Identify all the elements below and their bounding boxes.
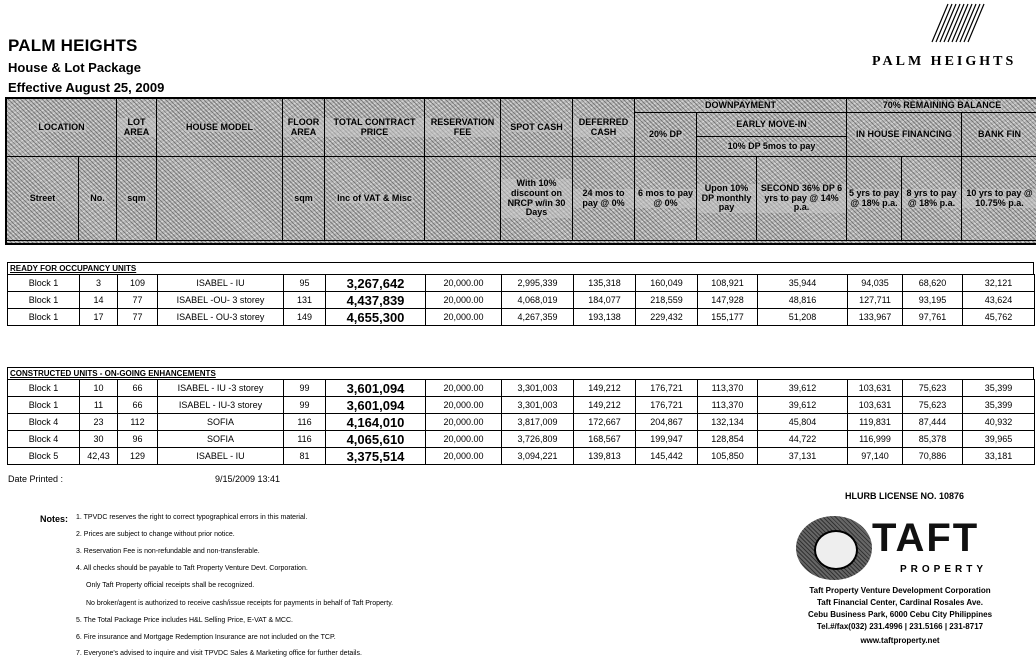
company-seal-icon [796, 516, 872, 580]
header-dp-20: 20% DP [635, 113, 697, 157]
cell-inhouse-5yr: 133,967 [848, 309, 903, 326]
cell-street: Block 1 [8, 275, 80, 292]
cell-deferred: 135,318 [574, 275, 636, 292]
cell-tcp: 3,267,642 [326, 275, 426, 292]
cell-inhouse-8yr: 93,195 [903, 292, 963, 309]
header-model-blank [157, 157, 283, 241]
cell-deferred: 149,212 [574, 397, 636, 414]
cell-early-upon: 147,928 [698, 292, 758, 309]
cell-street: Block 1 [8, 309, 80, 326]
cell-house-model: ISABEL - OU-3 storey [158, 309, 284, 326]
header-early-movein-sub: 10% DP 5mos to pay [697, 137, 847, 157]
cell-floor-area: 95 [284, 275, 326, 292]
header-reservation-blank [425, 157, 501, 241]
note-item: No broker/agent is authorized to receive cash/issue receipts for payments in behalf of Taft Property. [86, 600, 394, 607]
cell-bank-10yr: 35,399 [963, 397, 1035, 414]
note-item: 2. Prices are subject to change without prior notice. [76, 531, 235, 538]
cell-inhouse-8yr: 70,886 [903, 448, 963, 465]
cell-lot-area: 109 [118, 275, 158, 292]
cell-floor-area: 131 [284, 292, 326, 309]
cell-floor-area: 99 [284, 397, 326, 414]
cell-house-model: SOFIA [158, 414, 284, 431]
table-row [8, 292, 1035, 309]
cell-dp-20: 145,442 [636, 448, 698, 465]
cell-deferred: 172,667 [574, 414, 636, 431]
cell-house-model: ISABEL - IU-3 storey [158, 397, 284, 414]
header-location: LOCATION [7, 99, 117, 157]
cell-street: Block 1 [8, 292, 80, 309]
cell-inhouse-5yr: 94,035 [848, 275, 903, 292]
cell-bank-10yr: 45,762 [963, 309, 1035, 326]
cell-no: 14 [80, 292, 118, 309]
table-row [8, 448, 1035, 465]
note-item: Only Taft Property official receipts shall be recognized. [86, 582, 255, 589]
cell-early-second: 51,208 [758, 309, 848, 326]
cell-no: 11 [80, 397, 118, 414]
cell-lot-area: 77 [118, 292, 158, 309]
cell-inhouse-8yr: 75,623 [903, 380, 963, 397]
cell-early-second: 44,722 [758, 431, 848, 448]
cell-reservation: 20,000.00 [426, 448, 502, 465]
header-spot-cash: SPOT CASH [501, 99, 573, 157]
cell-dp-20: 160,049 [636, 275, 698, 292]
table-ready-units [7, 274, 1035, 326]
cell-early-second: 35,944 [758, 275, 848, 292]
cell-spot-cash: 3,726,809 [502, 431, 574, 448]
header-floor-area: FLOOR AREA [283, 99, 325, 157]
cell-early-second: 48,816 [758, 292, 848, 309]
cell-early-upon: 128,854 [698, 431, 758, 448]
cell-bank-10yr: 33,181 [963, 448, 1035, 465]
header-reservation: RESERVATION FEE [425, 99, 501, 157]
company-logo-sub: PROPERTY [900, 564, 988, 575]
cell-floor-area: 116 [284, 431, 326, 448]
cell-tcp: 3,375,514 [326, 448, 426, 465]
cell-inhouse-5yr: 97,140 [848, 448, 903, 465]
cell-dp-20: 229,432 [636, 309, 698, 326]
effective-date: Effective August 25, 2009 [8, 80, 165, 95]
header-lot-area: LOT AREA [117, 99, 157, 157]
cell-dp-20: 176,721 [636, 380, 698, 397]
cell-reservation: 20,000.00 [426, 309, 502, 326]
brand-name: PALM HEIGHTS [872, 54, 1017, 69]
cell-early-upon: 113,370 [698, 380, 758, 397]
cell-bank-10yr: 39,965 [963, 431, 1035, 448]
cell-no: 23 [80, 414, 118, 431]
cell-street: Block 4 [8, 414, 80, 431]
cell-inhouse-8yr: 87,444 [903, 414, 963, 431]
header-dp-sub: 6 mos to pay @ 0% [635, 157, 697, 241]
cell-spot-cash: 3,817,009 [502, 414, 574, 431]
cell-bank-10yr: 32,121 [963, 275, 1035, 292]
table-constructed-units [7, 379, 1035, 465]
company-line: Cebu Business Park, 6000 Cebu City Philippines [807, 610, 993, 619]
table-row [8, 309, 1035, 326]
cell-bank-10yr: 40,932 [963, 414, 1035, 431]
header-bank: BANK FIN [962, 113, 1036, 157]
header-deferred-sub: 24 mos to pay @ 0% [573, 157, 635, 241]
note-item: 3. Reservation Fee is non-refundable and non-transferable. [76, 548, 260, 555]
company-line: Taft Financial Center, Cardinal Rosales Ave. [817, 598, 983, 607]
cell-deferred: 193,138 [574, 309, 636, 326]
cell-lot-area: 66 [118, 380, 158, 397]
header-street: Street [7, 157, 79, 241]
cell-spot-cash: 3,301,003 [502, 397, 574, 414]
section-title-ready: READY FOR OCCUPANCY UNITS [7, 262, 1034, 274]
cell-early-upon: 108,921 [698, 275, 758, 292]
cell-dp-20: 176,721 [636, 397, 698, 414]
cell-house-model: ISABEL - IU [158, 275, 284, 292]
cell-tcp: 4,164,010 [326, 414, 426, 431]
cell-deferred: 149,212 [574, 380, 636, 397]
cell-reservation: 20,000.00 [426, 414, 502, 431]
cell-early-second: 45,804 [758, 414, 848, 431]
cell-reservation: 20,000.00 [426, 380, 502, 397]
table-row [8, 414, 1035, 431]
cell-spot-cash: 3,301,003 [502, 380, 574, 397]
cell-floor-area: 99 [284, 380, 326, 397]
cell-inhouse-8yr: 97,761 [903, 309, 963, 326]
header-inh-sub2: 8 yrs to pay @ 18% p.a. [902, 157, 962, 241]
cell-street: Block 1 [8, 397, 80, 414]
cell-inhouse-5yr: 103,631 [848, 380, 903, 397]
header-house-model: HOUSE MODEL [157, 99, 283, 157]
cell-spot-cash: 4,267,359 [502, 309, 574, 326]
cell-inhouse-5yr: 119,831 [848, 414, 903, 431]
cell-reservation: 20,000.00 [426, 431, 502, 448]
cell-early-upon: 113,370 [698, 397, 758, 414]
license-number: HLURB LICENSE NO. 10876 [845, 491, 965, 501]
table-row [8, 431, 1035, 448]
cell-floor-area: 81 [284, 448, 326, 465]
cell-deferred: 168,567 [574, 431, 636, 448]
section-title-constructed: CONSTRUCTED UNITS - ON-GOING ENHANCEMENTS [7, 367, 1034, 379]
cell-lot-area: 129 [118, 448, 158, 465]
cell-tcp: 4,655,300 [326, 309, 426, 326]
company-logo-text: TAFT [872, 516, 980, 560]
cell-no: 3 [80, 275, 118, 292]
cell-lot-area: 96 [118, 431, 158, 448]
cell-house-model: ISABEL - IU [158, 448, 284, 465]
date-printed-label: Date Printed : [8, 474, 64, 484]
cell-tcp: 3,601,094 [326, 380, 426, 397]
cell-dp-20: 204,867 [636, 414, 698, 431]
cell-deferred: 184,077 [574, 292, 636, 309]
note-item: 4. All checks should be payable to Taft Property Venture Devt. Corporation. [76, 565, 308, 572]
company-line: Tel.#/fax(032) 231.4996 | 231.5166 | 231-8717 [816, 622, 984, 631]
page-title: PALM HEIGHTS [8, 36, 138, 55]
table-row [8, 380, 1035, 397]
table-row [8, 275, 1035, 292]
cell-bank-10yr: 35,399 [963, 380, 1035, 397]
header-sqm-floor: sqm [283, 157, 325, 241]
cell-street: Block 1 [8, 380, 80, 397]
header-remaining: 70% REMAINING BALANCE [847, 99, 1036, 113]
cell-reservation: 20,000.00 [426, 275, 502, 292]
cell-inhouse-8yr: 75,623 [903, 397, 963, 414]
note-item: 6. Fire insurance and Mortgage Redemption Insurance are not included on the TCP. [76, 634, 336, 641]
cell-dp-20: 218,559 [636, 292, 698, 309]
cell-no: 17 [80, 309, 118, 326]
cell-early-upon: 132,134 [698, 414, 758, 431]
cell-inhouse-5yr: 116,999 [848, 431, 903, 448]
cell-dp-20: 199,947 [636, 431, 698, 448]
header-tcp: TOTAL CONTRACT PRICE [325, 99, 425, 157]
header-inhouse: IN HOUSE FINANCING [847, 113, 962, 157]
cell-early-second: 39,612 [758, 380, 848, 397]
header-spot-sub: With 10% discount on NRCP w/in 30 Days [501, 157, 573, 241]
table-header [5, 97, 1036, 245]
cell-inhouse-5yr: 127,711 [848, 292, 903, 309]
cell-floor-area: 149 [284, 309, 326, 326]
cell-early-upon: 105,850 [698, 448, 758, 465]
cell-tcp: 3,601,094 [326, 397, 426, 414]
cell-house-model: ISABEL -OU- 3 storey [158, 292, 284, 309]
cell-deferred: 139,813 [574, 448, 636, 465]
cell-reservation: 20,000.00 [426, 397, 502, 414]
table-row [8, 397, 1035, 414]
cell-spot-cash: 2,995,339 [502, 275, 574, 292]
date-printed-value: 9/15/2009 13:41 [215, 474, 281, 484]
header-deferred: DEFERRED CASH [573, 99, 635, 157]
cell-early-second: 39,612 [758, 397, 848, 414]
cell-tcp: 4,065,610 [326, 431, 426, 448]
header-sqm-lot: sqm [117, 157, 157, 241]
cell-no: 30 [80, 431, 118, 448]
header-tcp-sub: Inc of VAT & Misc [325, 157, 425, 241]
cell-street: Block 4 [8, 431, 80, 448]
palm-logo-icon [928, 2, 992, 44]
cell-lot-area: 77 [118, 309, 158, 326]
cell-spot-cash: 4,068,019 [502, 292, 574, 309]
cell-early-upon: 155,177 [698, 309, 758, 326]
header-early-movein: EARLY MOVE-IN [697, 113, 847, 137]
cell-reservation: 20,000.00 [426, 292, 502, 309]
note-item: 1. TPVDC reserves the right to correct typographical errors in this material. [76, 514, 308, 521]
cell-lot-area: 66 [118, 397, 158, 414]
cell-spot-cash: 3,094,221 [502, 448, 574, 465]
note-item: 5. The Total Package Price includes H&L Selling Price, E-VAT & MCC. [76, 617, 293, 624]
cell-tcp: 4,437,839 [326, 292, 426, 309]
company-line: www.taftproperty.net [860, 636, 940, 645]
cell-lot-area: 112 [118, 414, 158, 431]
cell-street: Block 5 [8, 448, 80, 465]
notes-label: Notes: [40, 514, 69, 524]
cell-house-model: ISABEL - IU -3 storey [158, 380, 284, 397]
cell-inhouse-8yr: 85,378 [903, 431, 963, 448]
company-line: Taft Property Venture Development Corporation [809, 586, 991, 595]
cell-house-model: SOFIA [158, 431, 284, 448]
header-inh-sub1: 5 yrs to pay @ 18% p.a. [847, 157, 902, 241]
cell-bank-10yr: 43,624 [963, 292, 1035, 309]
cell-inhouse-5yr: 103,631 [848, 397, 903, 414]
cell-no: 10 [80, 380, 118, 397]
header-bank-sub: 10 yrs to pay @ 10.75% p.a. [962, 157, 1036, 241]
cell-floor-area: 116 [284, 414, 326, 431]
header-no: No. [79, 157, 117, 241]
package-subtitle: House & Lot Package [8, 60, 141, 75]
header-early-sub1: Upon 10% DP monthly pay [697, 157, 757, 241]
cell-inhouse-8yr: 68,620 [903, 275, 963, 292]
header-early-sub2: SECOND 36% DP 6 yrs to pay @ 14% p.a. [757, 157, 847, 241]
cell-early-second: 37,131 [758, 448, 848, 465]
note-item: 7. Everyone's advised to inquire and visit TPVDC Sales & Marketing office for further details. [76, 650, 362, 657]
cell-no: 42,43 [80, 448, 118, 465]
header-downpayment: DOWNPAYMENT [635, 99, 847, 113]
